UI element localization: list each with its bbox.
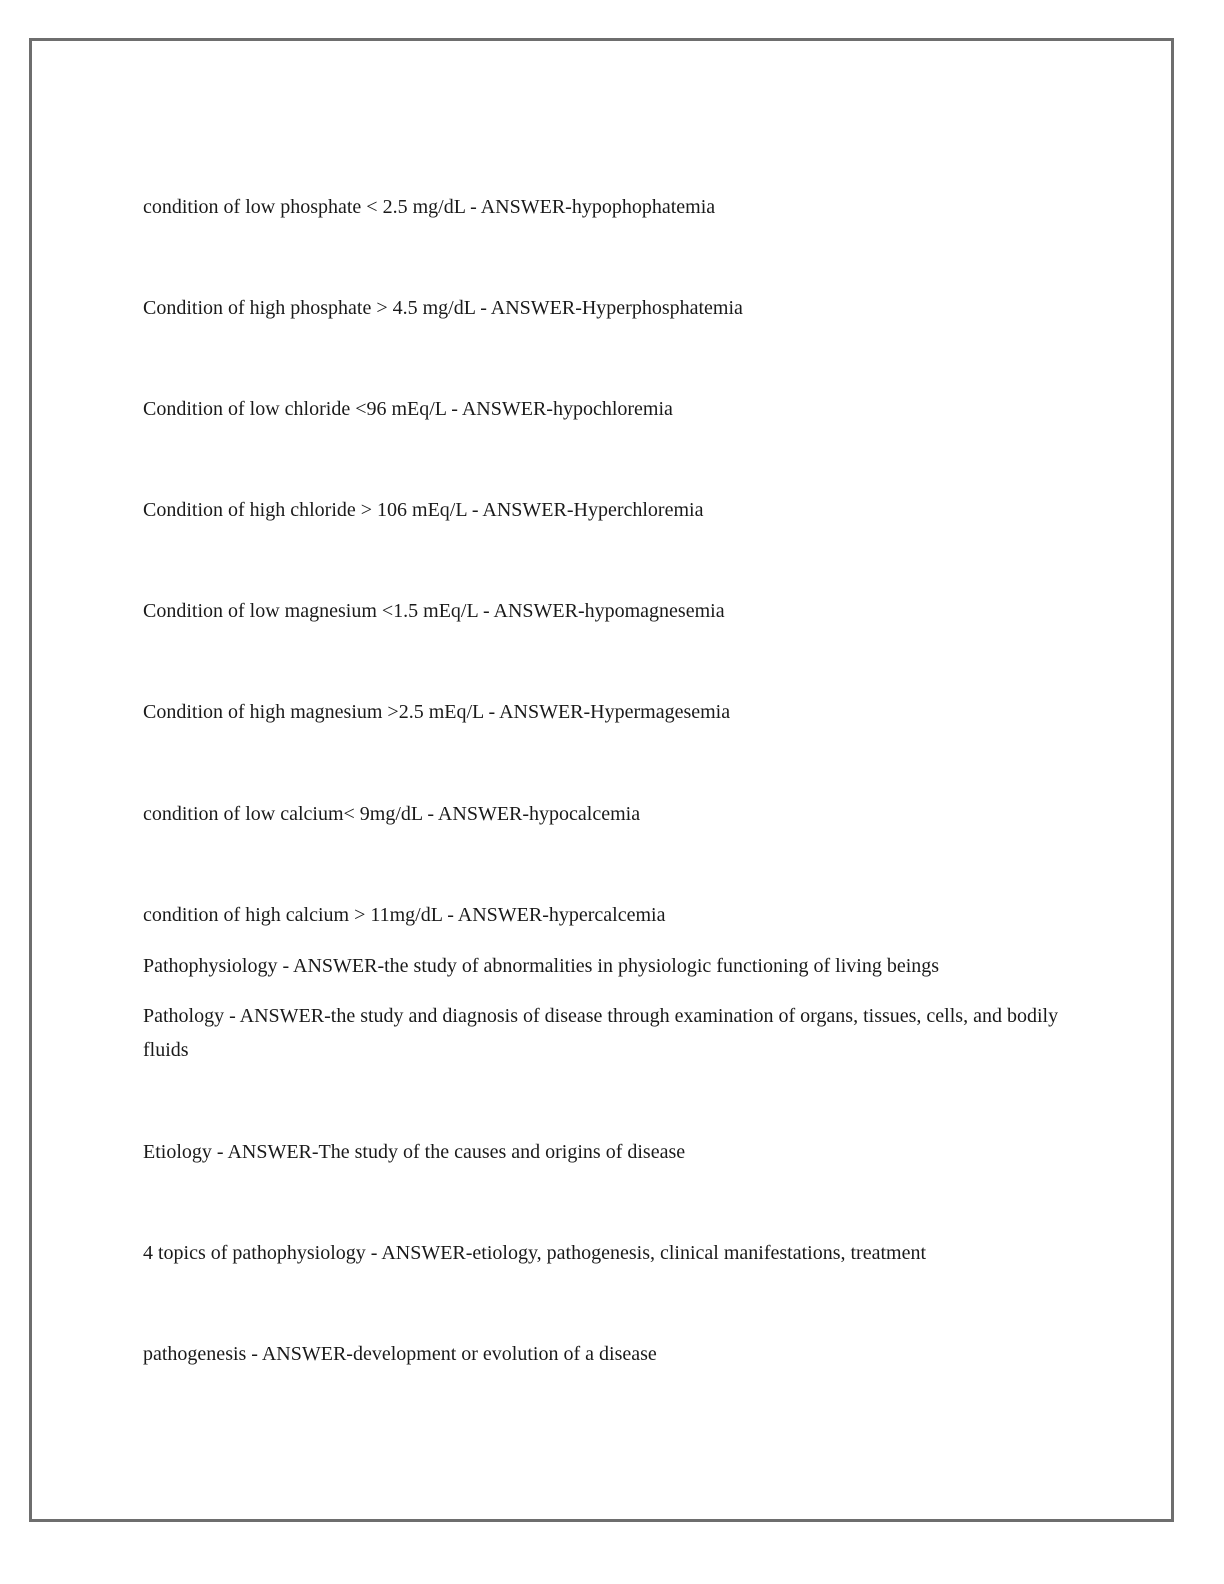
- page-border: [29, 38, 1174, 1522]
- flashcard-topics-of-pathophysiology: 4 topics of pathophysiology - ANSWER-etiology, pathogenesis, clinical manifestations, treatment: [143, 1242, 926, 1264]
- flashcard-etiology: Etiology - ANSWER-The study of the causes and origins of disease: [143, 1141, 686, 1163]
- flashcard-high-phosphate: Condition of high phosphate > 4.5 mg/dL - ANSWER-Hyperphosphatemia: [143, 297, 743, 319]
- flashcard-low-magnesium: Condition of low magnesium <1.5 mEq/L - ANSWER-hypomagnesemia: [143, 600, 725, 622]
- flashcard-high-magnesium: Condition of high magnesium >2.5 mEq/L - ANSWER-Hypermagesemia: [143, 701, 731, 723]
- flashcard-high-calcium: condition of high calcium > 11mg/dL - ANSWER-hypercalcemia: [143, 904, 666, 926]
- flashcard-pathology: Pathology - ANSWER-the study and diagnosis of disease through examination of organs, tissues, cells, and bodily fluids: [143, 1005, 1059, 1061]
- flashcard-high-chloride: Condition of high chloride > 106 mEq/L - ANSWER-Hyperchloremia: [143, 499, 704, 521]
- flashcard-low-chloride: Condition of low chloride <96 mEq/L - ANSWER-hypochloremia: [143, 398, 673, 420]
- flashcard-low-phosphate: condition of low phosphate < 2.5 mg/dL - ANSWER-hypophophatemia: [143, 196, 716, 218]
- flashcard-low-calcium: condition of low calcium< 9mg/dL - ANSWER-hypocalcemia: [143, 803, 641, 825]
- flashcard-pathogenesis: pathogenesis - ANSWER-development or evolution of a disease: [143, 1343, 657, 1365]
- flashcard-pathophysiology: Pathophysiology - ANSWER-the study of abnormalities in physiologic functioning of living beings: [143, 955, 940, 977]
